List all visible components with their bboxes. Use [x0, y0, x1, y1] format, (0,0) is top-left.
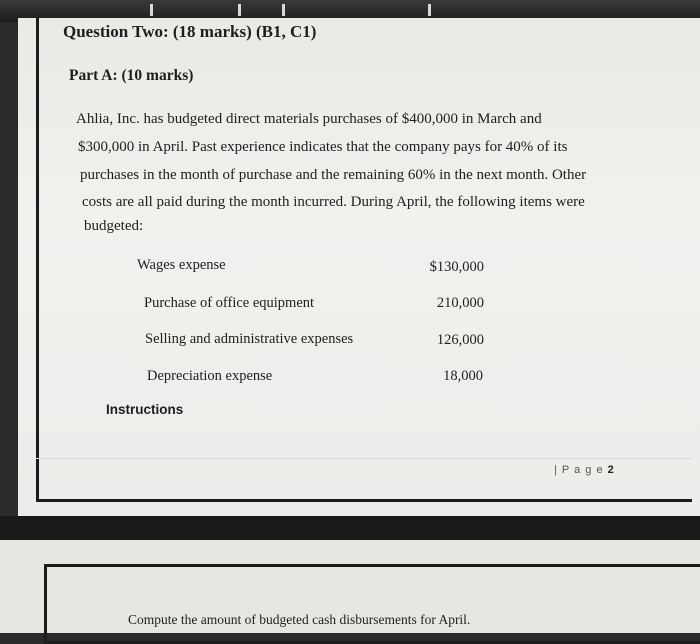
page-number — [554, 464, 615, 476]
page-2-instruction: Compute the amount of budgeted cash disbursements for April. — [128, 612, 471, 627]
paragraph-line: budgeted: — [84, 218, 144, 234]
paragraph-line: purchases in the month of purchase and the remaining 60% in the next month. Other — [80, 167, 587, 183]
item-value: 18,000 — [443, 368, 483, 384]
page-prefix: | P a g e — [554, 464, 604, 476]
page-border-left — [36, 18, 39, 233]
page-gap — [0, 516, 700, 540]
question-title: Question Two: (18 marks) (B1, C1) — [63, 22, 317, 41]
page-border — [36, 230, 692, 502]
tab-marker — [150, 4, 153, 16]
item-value: 210,000 — [436, 295, 484, 311]
paragraph-line: costs are all paid during the month incurred. During April, the following items were — [82, 194, 585, 210]
item-value: $130,000 — [429, 259, 484, 275]
paragraph-line: Ahlia, Inc. has budgeted direct materials purchases of $400,000 in March and — [76, 111, 542, 127]
instructions-heading: Instructions — [106, 402, 184, 417]
item-value: 126,000 — [436, 332, 484, 348]
item-label: Purchase of office equipment — [144, 295, 315, 311]
part-a-title: Part A: (10 marks) — [69, 67, 194, 84]
tab-marker — [428, 4, 431, 16]
item-label: Depreciation expense — [147, 368, 273, 384]
item-label: Selling and administrative expenses — [145, 331, 354, 347]
page-2-border — [44, 564, 700, 644]
tab-marker — [238, 4, 241, 16]
tab-marker — [282, 4, 285, 16]
item-label: Wages expense — [137, 257, 226, 273]
footer-rule — [36, 458, 692, 459]
page-number-value: 2 — [607, 464, 615, 476]
paragraph-line: $300,000 in April. Past experience indicates that the company pays for 40% of its — [78, 139, 568, 155]
